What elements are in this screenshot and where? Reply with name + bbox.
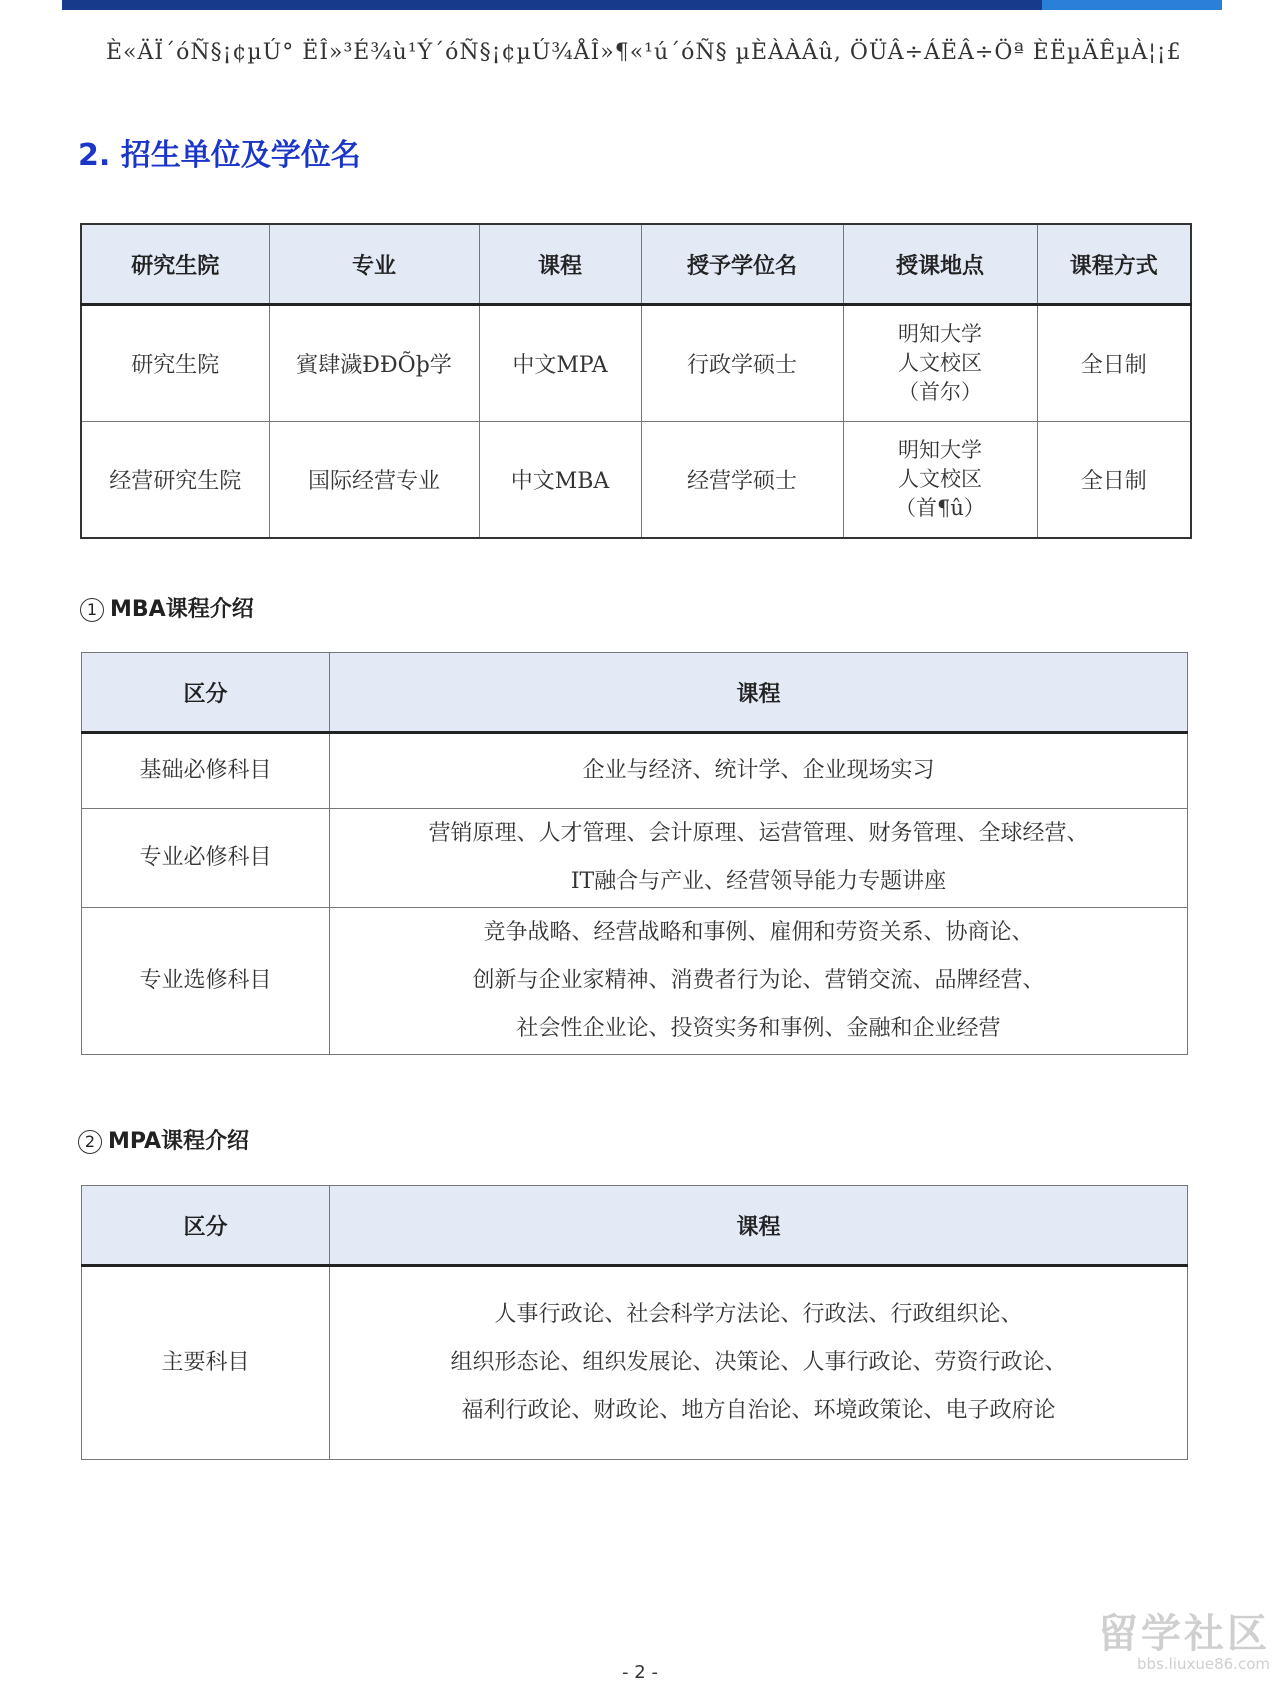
header-course: 课程 xyxy=(479,224,641,305)
course-line: 营销原理、人才管理、会计原理、运营管理、财务管理、全球经营、 xyxy=(428,821,1089,846)
header-mode: 课程方式 xyxy=(1037,224,1191,305)
cell-courses xyxy=(330,1266,1188,1460)
garbled-text-line: È«ÄÏ´óÑ§¡¢µÚ° ËÎ»³É¾ù¹Ý´óÑ§¡¢µÚ¾ÅÎ»¶«¹ú´óÑ§ µÈÀÀÂû, ÖÜÂ÷ÁËÂ÷Öª ÈËµÄÊµÀ¦¡£ xyxy=(106,40,1182,65)
cell-category: 主要科目 xyxy=(82,1266,330,1460)
mpa-course-table xyxy=(81,1185,1188,1460)
cell-school: 研究生院 xyxy=(81,305,269,422)
table-row xyxy=(82,809,1188,908)
cell-courses xyxy=(330,908,1188,1055)
watermark-title: 留学社区 xyxy=(1098,1611,1270,1657)
course-line: 创新与企业家精神、消费者行为论、营销交流、品牌经营、 xyxy=(472,968,1045,993)
cell-course: 中文MBA xyxy=(479,422,641,539)
course-line: 人事行政论、社会科学方法论、行政法、行政组织论、 xyxy=(494,1302,1023,1327)
location-line: （首尔） xyxy=(898,380,982,404)
location-line: 人文校区 xyxy=(898,467,982,491)
cell-category: 基础必修科目 xyxy=(82,733,330,809)
number-circle: 1 xyxy=(80,598,104,622)
header-bar xyxy=(62,0,1042,10)
table-header-row xyxy=(82,653,1188,733)
header-major: 专业 xyxy=(269,224,479,305)
cell-category: 专业选修科目 xyxy=(82,908,330,1055)
cell-course: 中文MPA xyxy=(479,305,641,422)
number-circle: 2 xyxy=(78,1130,102,1154)
header-course: 课程 xyxy=(330,1186,1188,1266)
header-course: 课程 xyxy=(330,653,1188,733)
page-number: - 2 - xyxy=(622,1662,658,1683)
mba-heading xyxy=(80,592,254,623)
table-header-row xyxy=(82,1186,1188,1266)
location-line: （首¶û） xyxy=(895,496,985,520)
cell-courses xyxy=(330,733,1188,809)
location-line: 明知大学 xyxy=(898,438,982,462)
course-line: 企业与经济、统计学、企业现场实习 xyxy=(582,758,935,783)
mpa-heading xyxy=(78,1124,249,1155)
watermark xyxy=(1098,1612,1270,1672)
cell-category: 专业必修科目 xyxy=(82,809,330,908)
cell-mode: 全日制 xyxy=(1037,305,1191,422)
header-bar-accent xyxy=(1042,0,1222,10)
cell-mode: 全日制 xyxy=(1037,422,1191,539)
table-row xyxy=(82,733,1188,809)
location-line: 明知大学 xyxy=(898,322,982,346)
course-line: 福利行政论、财政论、地方自治论、环境政策论、电子政府论 xyxy=(461,1398,1056,1423)
table-row xyxy=(82,1266,1188,1460)
cell-major: 賓肆濊ÐÐÕþ学 xyxy=(269,305,479,422)
course-line: 组织形态论、组织发展论、决策论、人事行政论、劳资行政论、 xyxy=(450,1350,1067,1375)
table-header-row xyxy=(81,224,1191,305)
location-line: 人文校区 xyxy=(898,351,982,375)
cell-major: 国际经营专业 xyxy=(269,422,479,539)
header-school: 研究生院 xyxy=(81,224,269,305)
cell-degree: 经营学硕士 xyxy=(641,422,843,539)
table-row xyxy=(82,908,1188,1055)
course-line: 竞争战略、经营战略和事例、雇佣和劳资关系、协商论、 xyxy=(483,920,1034,945)
cell-school: 经营研究生院 xyxy=(81,422,269,539)
header-location: 授课地点 xyxy=(843,224,1037,305)
cell-location xyxy=(843,305,1037,422)
cell-courses xyxy=(330,809,1188,908)
header-degree: 授予学位名 xyxy=(641,224,843,305)
header-category: 区分 xyxy=(82,1186,330,1266)
mba-title: MBA课程介绍 xyxy=(110,597,254,622)
watermark-url: bbs.liuxue86.com xyxy=(1137,1655,1270,1673)
mpa-title: MPA课程介绍 xyxy=(108,1129,250,1154)
cell-location xyxy=(843,422,1037,539)
section-title: 2. 招生单位及学位名 xyxy=(78,138,361,173)
table-row xyxy=(81,305,1191,422)
mba-course-table xyxy=(81,652,1188,1055)
admission-table xyxy=(80,223,1192,539)
cell-degree: 行政学硕士 xyxy=(641,305,843,422)
table-row xyxy=(81,422,1191,539)
course-line: IT融合与产业、经营领导能力专题讲座 xyxy=(570,869,947,894)
course-line: 社会性企业论、投资实务和事例、金融和企业经营 xyxy=(516,1016,1001,1041)
header-category: 区分 xyxy=(82,653,330,733)
